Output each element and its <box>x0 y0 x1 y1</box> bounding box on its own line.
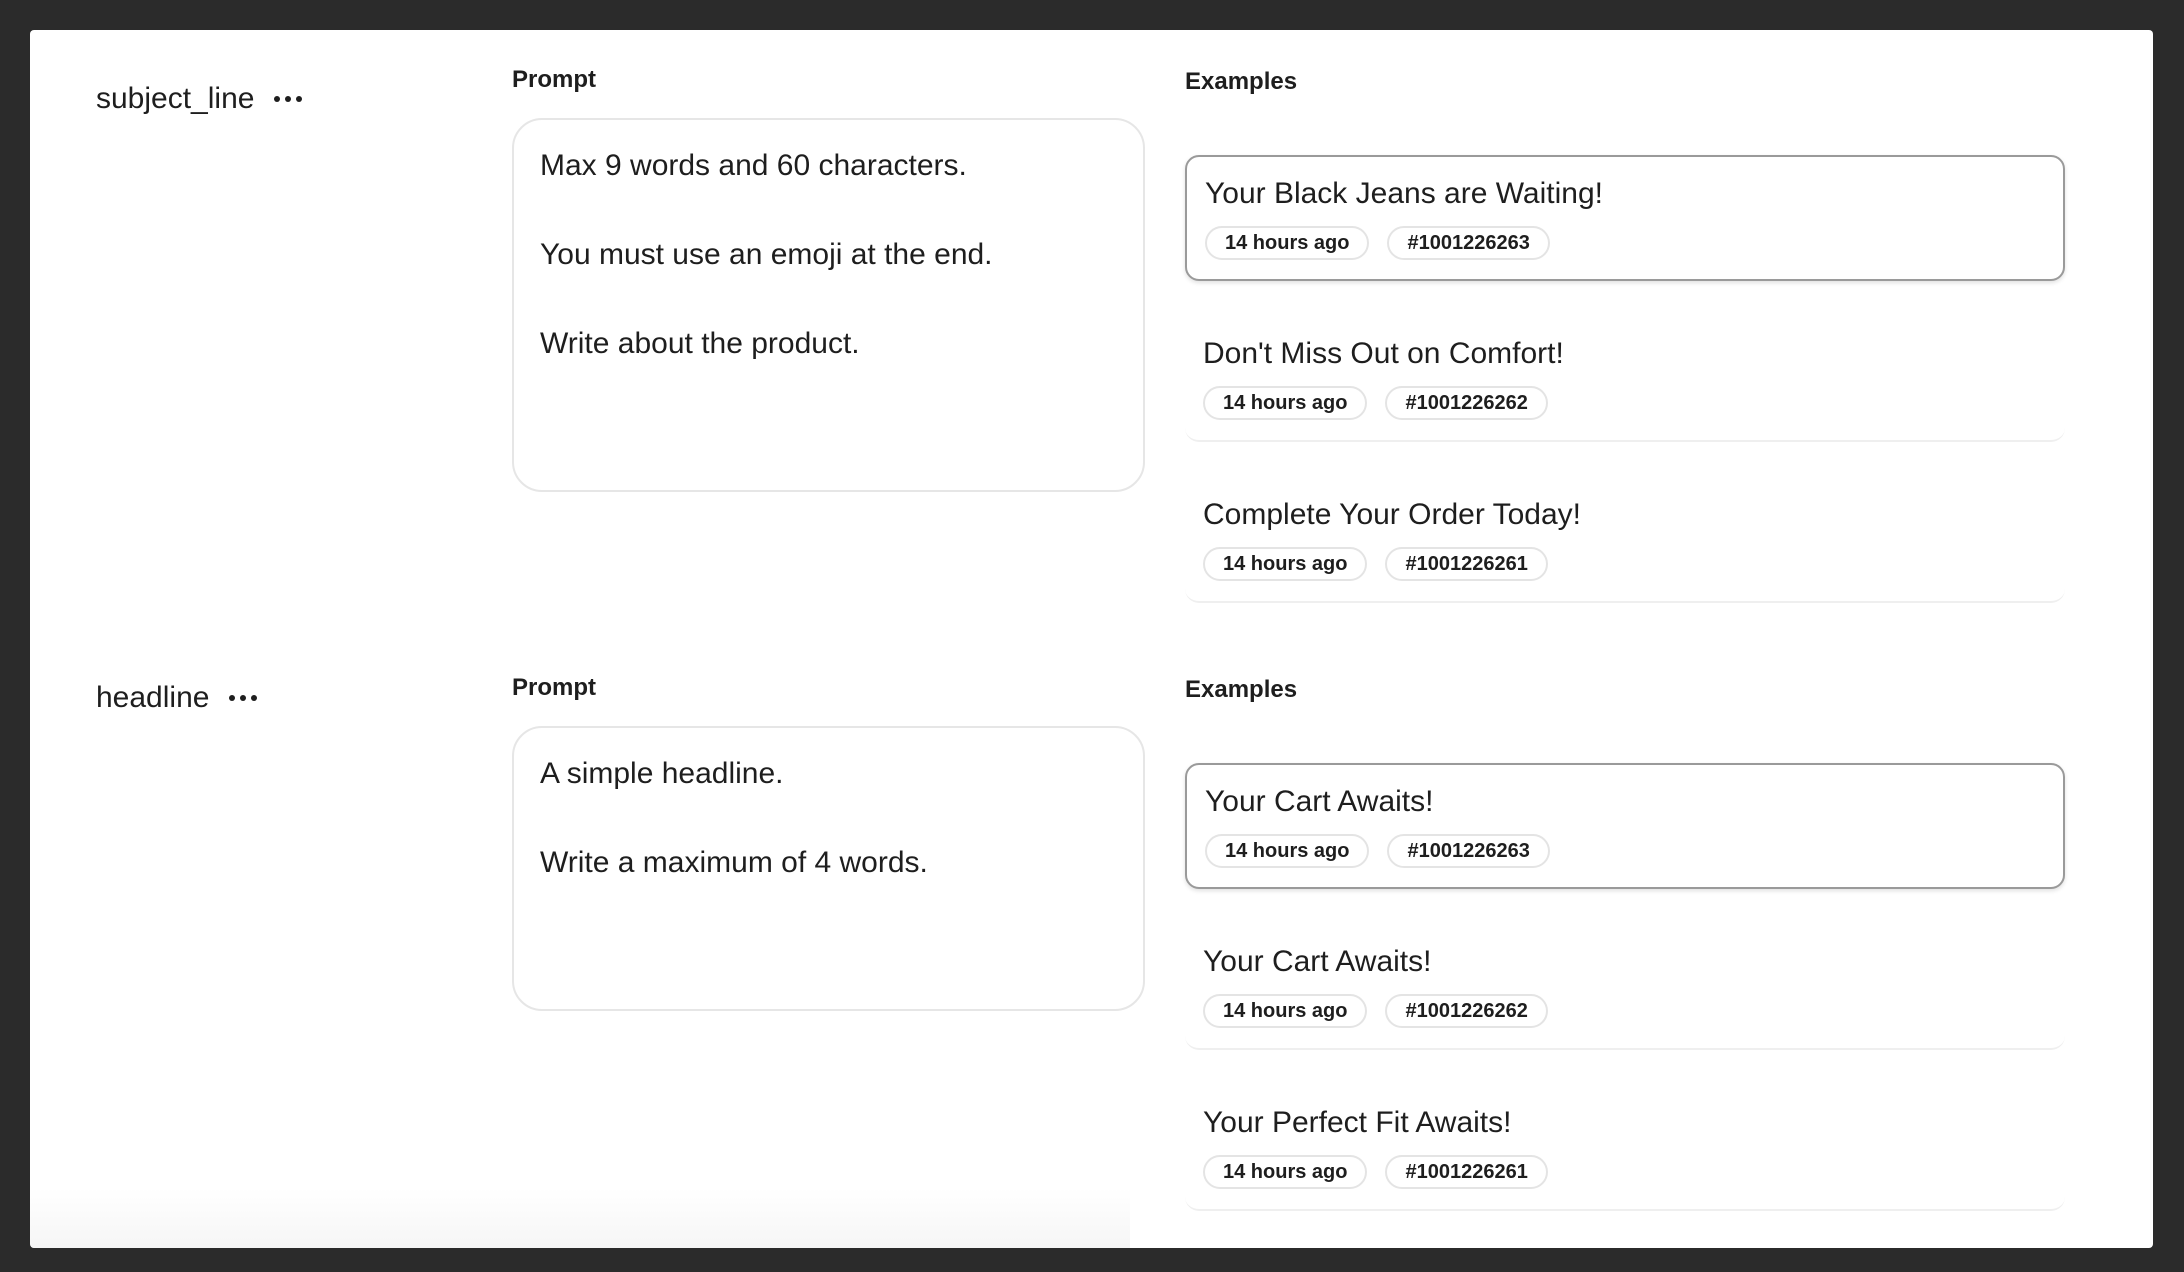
id-badge: #1001226262 <box>1385 386 1547 420</box>
examples-label: Examples <box>1185 676 1298 703</box>
example-title: Your Cart Awaits! <box>1203 945 1432 978</box>
time-badge: 14 hours ago <box>1203 547 1367 581</box>
id-badge: #1001226261 <box>1385 547 1547 581</box>
prompt-textbox[interactable] <box>512 118 1145 492</box>
more-horizontal-icon[interactable] <box>274 94 302 104</box>
field-name: headline <box>96 681 210 714</box>
more-horizontal-icon[interactable] <box>229 693 257 703</box>
field-header-subject-line <box>96 82 302 116</box>
example-card[interactable] <box>1185 924 2065 1050</box>
example-title: Don't Miss Out on Comfort! <box>1203 337 1564 370</box>
time-badge: 14 hours ago <box>1203 1155 1367 1189</box>
id-badge: #1001226263 <box>1387 226 1549 260</box>
time-badge: 14 hours ago <box>1203 994 1367 1028</box>
time-badge: 14 hours ago <box>1205 226 1369 260</box>
examples-label: Examples <box>1185 68 1298 95</box>
time-badge: 14 hours ago <box>1205 834 1369 868</box>
prompt-label: Prompt <box>512 66 596 93</box>
prompt-line: Write a maximum of 4 words. <box>540 846 928 879</box>
field-header-headline <box>96 681 257 715</box>
example-card[interactable] <box>1185 477 2065 603</box>
example-title: Your Black Jeans are Waiting! <box>1205 177 1603 210</box>
id-badge: #1001226262 <box>1385 994 1547 1028</box>
prompt-line: You must use an emoji at the end. <box>540 238 993 271</box>
prompt-label: Prompt <box>512 674 596 701</box>
example-title: Complete Your Order Today! <box>1203 498 1582 531</box>
field-name: subject_line <box>96 82 255 115</box>
example-card[interactable] <box>1185 763 2065 889</box>
time-badge: 14 hours ago <box>1203 386 1367 420</box>
id-badge: #1001226263 <box>1387 834 1549 868</box>
example-title: Your Perfect Fit Awaits! <box>1203 1106 1512 1139</box>
scroll-fade <box>30 1188 1130 1248</box>
example-card[interactable] <box>1185 1085 2065 1211</box>
example-card[interactable] <box>1185 316 2065 442</box>
prompt-line: Max 9 words and 60 characters. <box>540 149 967 182</box>
prompt-line: Write about the product. <box>540 327 860 360</box>
prompt-textbox[interactable] <box>512 726 1145 1011</box>
example-title: Your Cart Awaits! <box>1205 785 1434 818</box>
example-card[interactable] <box>1185 155 2065 281</box>
prompt-line: A simple headline. <box>540 757 784 790</box>
id-badge: #1001226261 <box>1385 1155 1547 1189</box>
content-panel <box>30 30 2153 1248</box>
